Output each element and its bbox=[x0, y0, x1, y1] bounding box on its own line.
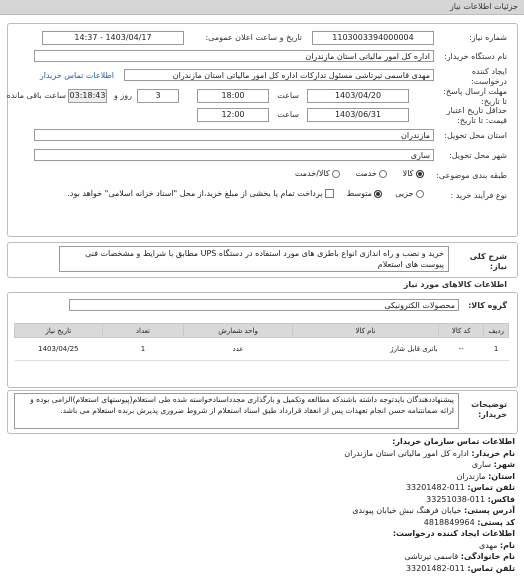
deadline-time-label: ساعت bbox=[277, 91, 299, 100]
contact-line bbox=[10, 518, 515, 530]
page-header bbox=[0, 0, 524, 15]
table-row bbox=[15, 338, 509, 361]
province-field: مازندران bbox=[34, 129, 434, 141]
goods-group-label: گروه کالا: bbox=[468, 301, 507, 310]
col-code: کد کالا bbox=[439, 324, 484, 338]
deadline-date-field: 1403/04/20 bbox=[307, 89, 409, 103]
need-number-label: شماره نیاز: bbox=[469, 33, 507, 42]
contact-line bbox=[10, 460, 515, 472]
contact-line bbox=[10, 506, 515, 518]
province-label: استان محل تحویل: bbox=[444, 131, 507, 140]
city-label: شهر محل تحویل: bbox=[449, 151, 507, 160]
process-label: نوع فرآیند خرید : bbox=[450, 191, 507, 200]
category-both-label: کالا/خدمت bbox=[294, 169, 330, 178]
contact-line bbox=[10, 449, 515, 461]
contact-line-label: نام: bbox=[499, 540, 515, 550]
contact-line-value: خیابان فرهنگ نبش خیابان پیوندی bbox=[352, 506, 462, 515]
creator-field: مهدی قاسمی تیرتاشی مسئول تدارکات اداره کل امور مالیاتی استان مازندران bbox=[124, 69, 434, 81]
contact-line-value: ساری bbox=[471, 460, 492, 469]
buyer-notes-text: پیشنهاددهندگان بایدتوجه داشته باشندکه مطالعه وتکمیل و بارگذاری مجدداسنادخواسته شده طی استعلام(پیوستهای استعلام)الزامی بوده و ارائه ضمانتنامه حسن انجام تعهدات پس از انعقاد قرارداد طبق اسناد استعلام از شروط ضروری پذیرش برنده استعلام می باشد. bbox=[14, 393, 459, 429]
process-radios bbox=[67, 189, 424, 198]
category-goods-radio[interactable] bbox=[416, 170, 424, 178]
category-radios bbox=[295, 169, 424, 178]
page-title: جزئیات اطلاعات نیاز bbox=[449, 2, 518, 11]
treasury-payment-checkbox[interactable] bbox=[325, 189, 334, 198]
process-minor-radio[interactable] bbox=[416, 190, 424, 198]
cell-code: -- bbox=[439, 338, 484, 361]
contact-line bbox=[10, 495, 515, 507]
category-service-label: خدمت bbox=[355, 169, 377, 178]
category-both-radio[interactable] bbox=[332, 170, 340, 178]
col-date: تاریخ نیاز bbox=[15, 324, 103, 338]
category-label: طبقه بندی موضوعی: bbox=[436, 171, 507, 180]
summary-text: خرید و نصب و راه اندازی انواع باطری های مورد استفاده در دستگاه UPS مطابق با شرایط و مشخصات فنی پیوست های استعلام bbox=[59, 246, 449, 272]
announce-label: تاریخ و ساعت اعلان عمومی: bbox=[205, 33, 302, 42]
contact-line bbox=[10, 541, 515, 553]
announce-field: 1403/04/17 - 14:37 bbox=[42, 31, 184, 45]
contact-line-label: تلفن تماس: bbox=[467, 483, 515, 492]
cell-row: 1 bbox=[484, 338, 509, 361]
need-number-field: 1103003394000004 bbox=[312, 31, 434, 45]
contact-line bbox=[10, 564, 515, 576]
contact-line bbox=[10, 552, 515, 564]
days-label: روز و bbox=[114, 91, 132, 100]
cell-date: 1403/04/25 bbox=[15, 338, 103, 361]
contact-line-label: شهر: bbox=[493, 460, 515, 469]
remaining-time-field: 03:18:43 bbox=[68, 89, 107, 103]
contact-line-label: فاکس: bbox=[487, 494, 515, 504]
col-unit: واحد شمارش bbox=[184, 324, 293, 338]
cell-name: باتری قابل شارژ bbox=[292, 338, 438, 361]
days-count-field: 3 bbox=[137, 89, 179, 103]
buyer-contact-link[interactable]: اطلاعات تماس خریدار bbox=[39, 71, 114, 80]
validity-label: حداقل تاریخ اعتبار قیمت: تا تاریخ: bbox=[446, 106, 507, 125]
goods-table-header bbox=[15, 324, 509, 338]
category-service-radio[interactable] bbox=[379, 170, 387, 178]
contact-line-label: اطلاعات ایجاد کننده درخواست: bbox=[392, 529, 515, 538]
goods-group-field: محصولات الکترونیکی bbox=[69, 299, 459, 311]
validity-time-field: 12:00 bbox=[197, 108, 269, 122]
deadline-label: مهلت ارسال پاسخ: تا تاریخ: bbox=[443, 87, 507, 106]
buyer-org-field: اداره کل امور مالیاتی استان مازندران bbox=[34, 50, 434, 62]
contact-line bbox=[10, 437, 515, 449]
col-qty: تعداد bbox=[102, 324, 184, 338]
col-row: ردیف bbox=[484, 324, 509, 338]
contact-line bbox=[10, 529, 515, 541]
process-medium-label: متوسط bbox=[346, 189, 372, 198]
col-name: نام کالا bbox=[292, 324, 438, 338]
contact-line-label: کد پستی: bbox=[477, 517, 515, 527]
contact-line-value: 011-33251038 bbox=[426, 494, 486, 504]
cell-qty: 1 bbox=[102, 338, 184, 361]
contact-line-value: 4818849964 bbox=[423, 517, 475, 527]
contact-line-label: نام خریدار: bbox=[471, 448, 515, 458]
goods-section-title: اطلاعات کالاهای مورد نیاز bbox=[403, 280, 507, 289]
buyer-org-label: نام دستگاه خریدار: bbox=[444, 52, 507, 61]
contact-line-value: 011-33201482 bbox=[405, 483, 465, 492]
validity-date-field: 1403/06/31 bbox=[307, 108, 409, 122]
contact-line-value: قاسمی تیرتاشی bbox=[404, 552, 459, 561]
summary-label: شرح کلی نیاز: bbox=[469, 252, 507, 271]
city-field: ساری bbox=[34, 149, 434, 161]
contact-line-value: اداره کل امور مالیاتی استان مازندران bbox=[344, 448, 469, 458]
validity-time-label: ساعت bbox=[277, 110, 299, 119]
category-goods-label: کالا bbox=[402, 169, 414, 178]
contact-line-value: مازندران bbox=[456, 471, 486, 481]
contact-line-value: مهدی bbox=[478, 540, 498, 550]
deadline-time-field: 18:00 bbox=[197, 89, 269, 103]
cell-unit: عدد bbox=[184, 338, 293, 361]
buyer-notes-label: توضیحات خریدار: bbox=[471, 400, 507, 419]
contact-line-value: 011-33201482 bbox=[405, 563, 465, 573]
contact-line-label: استان: bbox=[488, 471, 515, 481]
contact-info bbox=[10, 437, 515, 575]
remaining-label: ساعت باقی مانده bbox=[6, 91, 66, 100]
contact-line-label: نام خانوادگی: bbox=[460, 552, 515, 561]
treasury-payment-text: پرداخت تمام یا بخشی از مبلغ خرید،از محل "اسناد خزانه اسلامی" خواهد بود. bbox=[67, 189, 323, 198]
contact-line-label: آدرس پستی: bbox=[464, 506, 515, 515]
contact-line-label: تلفن تماس: bbox=[467, 563, 515, 573]
process-minor-label: جزیی bbox=[395, 189, 414, 198]
contact-line-label: اطلاعات تماس سازمان خریدار: bbox=[392, 437, 515, 446]
goods-table bbox=[14, 323, 509, 361]
creator-label: ایجاد کننده درخواست: bbox=[471, 67, 507, 86]
process-medium-radio[interactable] bbox=[374, 190, 382, 198]
contact-line bbox=[10, 483, 515, 495]
contact-line bbox=[10, 472, 515, 484]
